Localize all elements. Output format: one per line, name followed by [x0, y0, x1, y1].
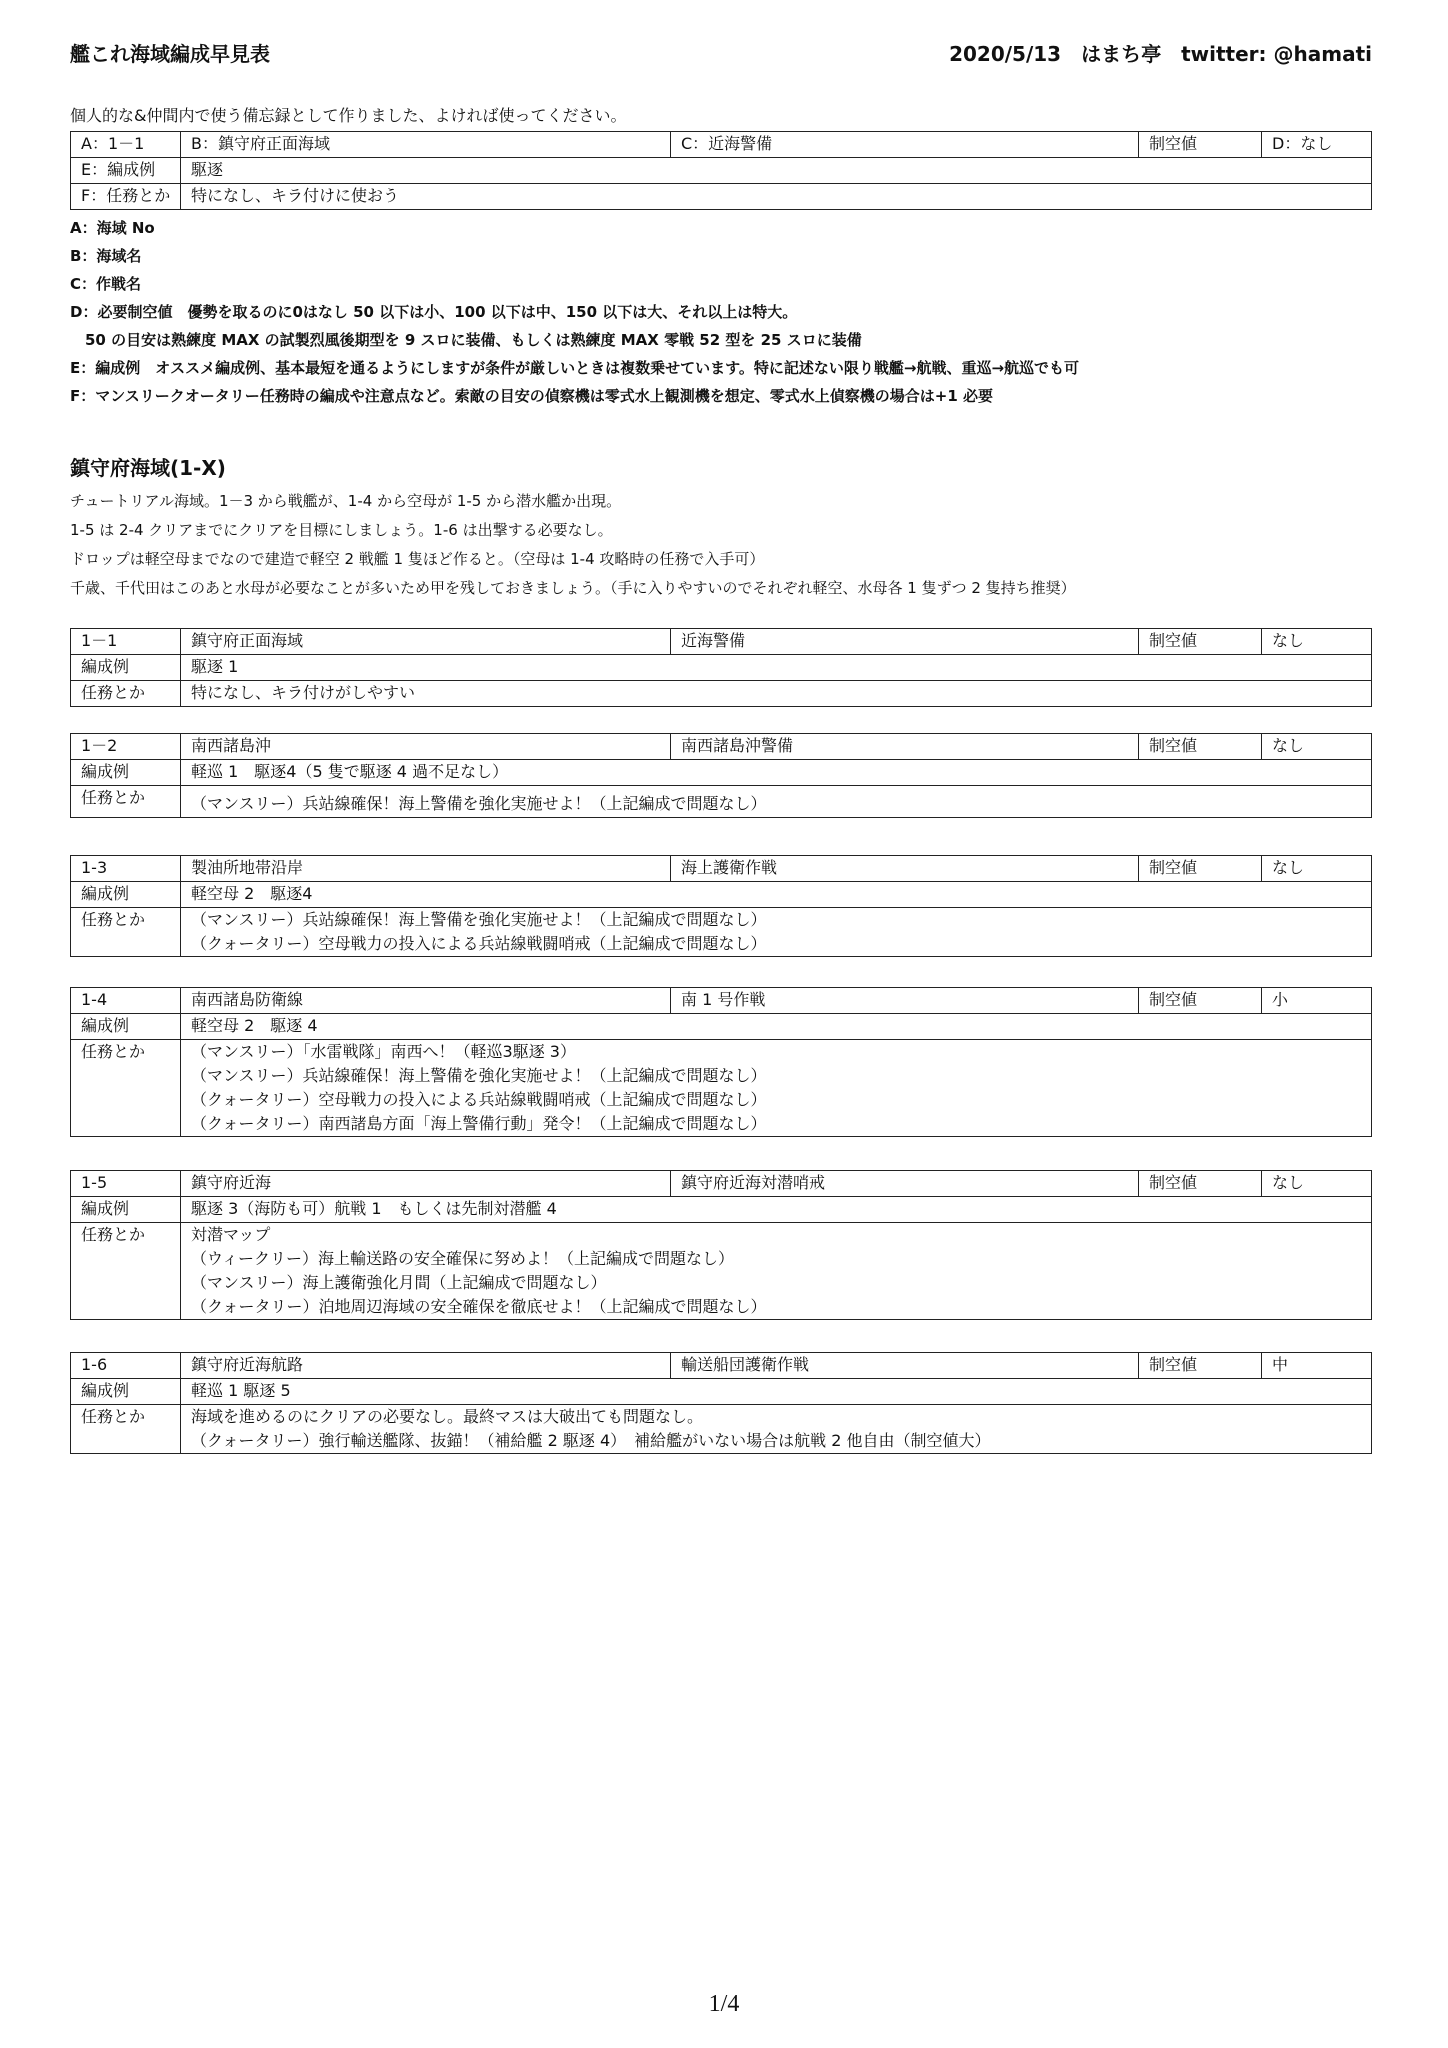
mission-label: 任務とか [71, 1405, 181, 1454]
map-operation: 近海警備 [671, 629, 1139, 655]
example-cell-f-value: 特になし、キラ付けに使おう [181, 184, 1372, 210]
map-table-1-3 [70, 855, 1372, 957]
formation-label: 編成例 [71, 1379, 181, 1405]
table-row [71, 1379, 1372, 1405]
mission-cell [181, 908, 1372, 957]
mission-line: （クォータリー）泊地周辺海域の安全確保を徹底せよ！（上記編成で問題なし） [191, 1297, 767, 1316]
map-operation: 鎮守府近海対潜哨戒 [671, 1171, 1139, 1197]
section-desc-line: 千歳、千代田はこのあと水母が必要なことが多いため甲を残しておきましょう。（手に入りやすいのでそれぞれ軽空、水母各 1 隻ずつ 2 隻持ち推奨） [70, 579, 1076, 597]
mission-cell [181, 786, 1372, 818]
map-name: 鎮守府近海航路 [181, 1353, 671, 1379]
section-desc-line: 1-5 は 2-4 クリアまでにクリアを目標にしましょう。1-6 は出撃する必要なし。 [70, 521, 613, 539]
air-label: 制空値 [1139, 629, 1262, 655]
map-no: 1－1 [71, 629, 181, 655]
legend-line: D：必要制空値 優勢を取るのに0はなし 50 以下は小、100 以下は中、150 以下は大、それ以上は特大。 [70, 303, 798, 321]
mission-cell [181, 681, 1372, 707]
air-label: 制空値 [1139, 734, 1262, 760]
legend-line: B：海域名 [70, 247, 142, 265]
legend-line: C：作戦名 [70, 275, 142, 293]
map-name: 南西諸島沖 [181, 734, 671, 760]
table-row [71, 760, 1372, 786]
map-name: 鎮守府正面海域 [181, 629, 671, 655]
formation-label: 編成例 [71, 1197, 181, 1223]
mission-line: （クォータリー）南西諸島方面「海上警備行動」発令！（上記編成で問題なし） [191, 1114, 767, 1133]
table-row [71, 786, 1372, 818]
map-no: 1－2 [71, 734, 181, 760]
mission-cell [181, 1405, 1372, 1454]
map-no: 1-3 [71, 856, 181, 882]
mission-line: （クォータリー）空母戦力の投入による兵站線戦闘哨戒（上記編成で問題なし） [191, 934, 767, 953]
table-row [71, 908, 1372, 957]
mission-label: 任務とか [71, 786, 181, 818]
formation-value: 軽巡 1 駆逐 5 [181, 1379, 1372, 1405]
legend-line: 50 の目安は熟練度 MAX の試製烈風後期型を 9 スロに装備、もしくは熟練度 MAX 零戦 52 型を 25 スロに装備 [70, 331, 862, 349]
map-name: 製油所地帯沿岸 [181, 856, 671, 882]
legend-line: E：編成例 オススメ編成例、基本最短を通るようにしますが条件が厳しいときは複数乗せています。特に記述ない限り戦艦→航戦、重巡→航巡でも可 [70, 359, 1080, 377]
formation-label: 編成例 [71, 882, 181, 908]
section-desc-line: チュートリアル海域。1－3 から戦艦が、1-4 から空母が 1-5 から潜水艦か出現。 [70, 492, 622, 510]
table-row [71, 184, 1372, 210]
table-row [71, 655, 1372, 681]
intro-text: 個人的な&仲間内で使う備忘録として作りました、よければ使ってください。 [70, 106, 627, 125]
air-value: なし [1262, 856, 1372, 882]
mission-line: （クォータリー）空母戦力の投入による兵站線戦闘哨戒（上記編成で問題なし） [191, 1090, 767, 1109]
mission-label: 任務とか [71, 908, 181, 957]
example-table [70, 131, 1372, 210]
map-no: 1-5 [71, 1171, 181, 1197]
formation-value: 軽空母 2 駆逐4 [181, 882, 1372, 908]
example-cell-d: D：なし [1262, 132, 1372, 158]
formation-label: 編成例 [71, 1014, 181, 1040]
mission-line: （マンスリー）兵站線確保！海上警備を強化実施せよ！（上記編成で問題なし） [191, 910, 767, 929]
map-no: 1-6 [71, 1353, 181, 1379]
formation-value: 軽巡 1 駆逐4（5 隻で駆逐 4 過不足なし） [181, 760, 1372, 786]
legend [70, 214, 1079, 410]
example-cell-b: B：鎮守府正面海域 [181, 132, 671, 158]
table-row [71, 1171, 1372, 1197]
map-operation: 輸送船団護衛作戦 [671, 1353, 1139, 1379]
table-row [71, 1014, 1372, 1040]
table-row [71, 1223, 1372, 1320]
formation-value: 駆逐 1 [181, 655, 1372, 681]
air-label: 制空値 [1139, 1353, 1262, 1379]
table-row [71, 681, 1372, 707]
mission-line: （マンスリー）「水雷戦隊」南西へ！（軽巡3駆逐 3） [191, 1042, 576, 1061]
example-cell-a: A：1－1 [71, 132, 181, 158]
legend-line: A：海域 No [70, 219, 155, 237]
mission-label: 任務とか [71, 1040, 181, 1137]
air-value: なし [1262, 734, 1372, 760]
map-table-1-5 [70, 1170, 1372, 1320]
table-row [71, 734, 1372, 760]
map-operation: 南西諸島沖警備 [671, 734, 1139, 760]
example-cell-e-value: 駆逐 [181, 158, 1372, 184]
page-title: 艦これ海域編成早見表 [70, 42, 270, 66]
air-value: なし [1262, 629, 1372, 655]
map-no: 1-4 [71, 988, 181, 1014]
air-label: 制空値 [1139, 856, 1262, 882]
legend-line: F：マンスリークオータリー任務時の編成や注意点など。索敵の目安の偵察機は零式水上観測機を想定、零式水上偵察機の場合は+1 必要 [70, 387, 994, 405]
mission-line: （マンスリー）海上護衛強化月間（上記編成で問題なし） [191, 1273, 607, 1292]
map-operation: 海上護衛作戦 [671, 856, 1139, 882]
section-desc-line: ドロップは軽空母までなので建造で軽空 2 戦艦 1 隻ほど作ると。（空母は 1-4 攻略時の任務で入手可） [70, 550, 765, 568]
table-row [71, 158, 1372, 184]
air-label: 制空値 [1139, 1171, 1262, 1197]
air-value: なし [1262, 1171, 1372, 1197]
section-title: 鎮守府海域(1-X) [70, 456, 226, 480]
map-table-1-2 [70, 733, 1372, 818]
air-label: 制空値 [1139, 988, 1262, 1014]
table-row [71, 882, 1372, 908]
page-header [70, 38, 1372, 70]
page-number: 1/4 [708, 1991, 740, 2017]
mission-line: 海域を進めるのにクリアの必要なし。最終マスは大破出ても問題なし。 [191, 1407, 704, 1426]
section-description [70, 487, 1076, 603]
formation-label: 編成例 [71, 655, 181, 681]
table-row [71, 988, 1372, 1014]
table-row [71, 856, 1372, 882]
map-name: 南西諸島防衛線 [181, 988, 671, 1014]
table-row [71, 1197, 1372, 1223]
mission-line: 対潜マップ [191, 1225, 271, 1244]
table-row [71, 629, 1372, 655]
map-name: 鎮守府近海 [181, 1171, 671, 1197]
table-row [71, 1405, 1372, 1454]
table-row [71, 132, 1372, 158]
mission-line: （ウィークリー）海上輸送路の安全確保に努めよ！（上記編成で問題なし） [191, 1249, 735, 1268]
table-row [71, 1353, 1372, 1379]
air-value: 小 [1262, 988, 1372, 1014]
mission-line: （マンスリー）兵站線確保！海上警備を強化実施せよ！（上記編成で問題なし） [191, 794, 767, 813]
formation-label: 編成例 [71, 760, 181, 786]
mission-cell [181, 1040, 1372, 1137]
author-date: 2020/5/13 はまち亭 twitter: @hamati [949, 42, 1372, 66]
mission-line: （マンスリー）兵站線確保！海上警備を強化実施せよ！（上記編成で問題なし） [191, 1066, 767, 1085]
map-table-1-1 [70, 628, 1372, 707]
mission-line: （クォータリー）強行輸送艦隊、抜錨！（補給艦 2 駆逐 4） 補給艦がいない場合は航戦 2 他自由（制空値大） [191, 1431, 991, 1450]
example-cell-e-label: E：編成例 [71, 158, 181, 184]
map-table-1-4 [70, 987, 1372, 1137]
map-table-1-6 [70, 1352, 1372, 1454]
formation-value: 駆逐 3（海防も可）航戦 1 もしくは先制対潜艦 4 [181, 1197, 1372, 1223]
air-value: 中 [1262, 1353, 1372, 1379]
mission-label: 任務とか [71, 1223, 181, 1320]
example-cell-c: C：近海警備 [671, 132, 1139, 158]
example-cell-air-label: 制空値 [1139, 132, 1262, 158]
table-row [71, 1040, 1372, 1137]
example-cell-f-label: F：任務とか [71, 184, 181, 210]
map-operation: 南 1 号作戦 [671, 988, 1139, 1014]
mission-label: 任務とか [71, 681, 181, 707]
formation-value: 軽空母 2 駆逐 4 [181, 1014, 1372, 1040]
mission-line: 特になし、キラ付けがしやすい [191, 683, 416, 702]
mission-cell [181, 1223, 1372, 1320]
